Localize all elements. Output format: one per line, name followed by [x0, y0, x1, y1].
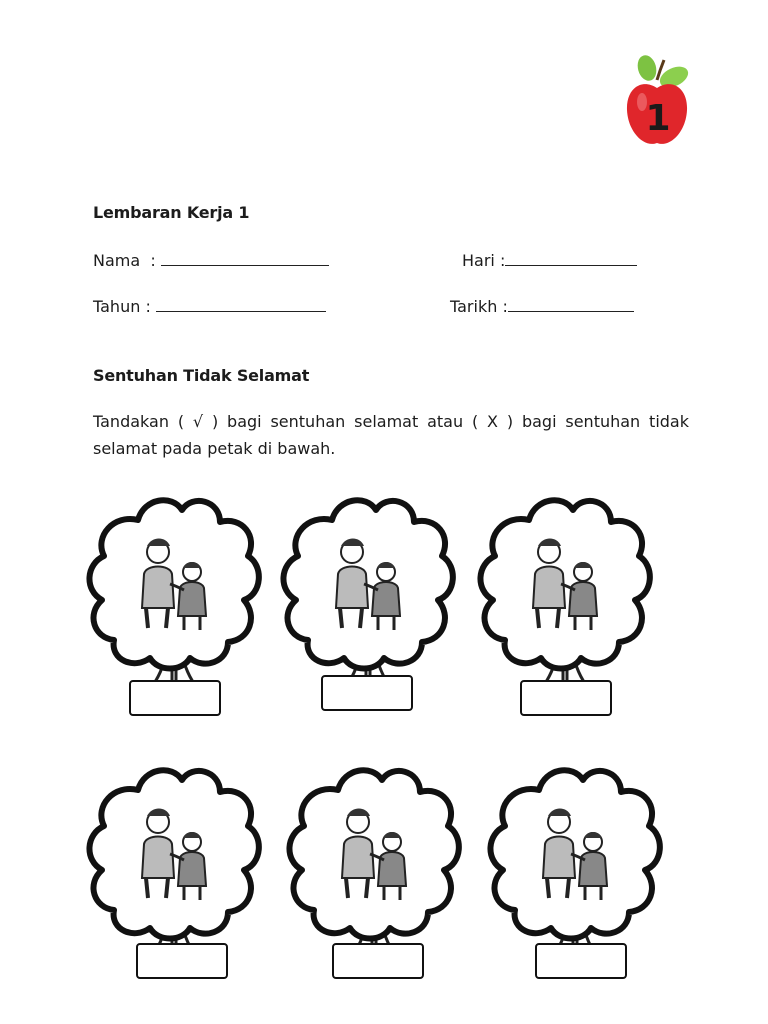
- name-field[interactable]: [93, 251, 329, 270]
- elder-hugging-child-illustration: [525, 802, 625, 902]
- man-touching-girl-illustration: [124, 802, 224, 902]
- worksheet-title: Lembaran Kerja 1: [93, 203, 250, 222]
- card-2: [278, 490, 458, 720]
- year-field[interactable]: [93, 297, 326, 316]
- day-blank-line[interactable]: [505, 251, 637, 266]
- year-label: Tahun :: [93, 297, 156, 316]
- answer-box-3[interactable]: [520, 680, 612, 716]
- name-blank-line[interactable]: [161, 251, 329, 266]
- apple-number: 1: [645, 98, 671, 139]
- card-5: [284, 760, 464, 990]
- answer-box-6[interactable]: [535, 943, 627, 979]
- card-4: [84, 760, 264, 990]
- mother-hugging-child-illustration: [318, 532, 418, 632]
- day-label: Hari :: [462, 251, 506, 270]
- answer-box-2[interactable]: [321, 675, 413, 711]
- name-label: Nama :: [93, 251, 161, 270]
- year-blank-line[interactable]: [156, 297, 326, 312]
- apple-number-icon: [620, 50, 695, 150]
- answer-box-4[interactable]: [136, 943, 228, 979]
- date-field[interactable]: [450, 297, 634, 316]
- man-grabbing-boy-illustration: [515, 532, 615, 632]
- card-3: [475, 490, 655, 720]
- card-6: [485, 760, 665, 990]
- answer-box-5[interactable]: [332, 943, 424, 979]
- day-field[interactable]: [462, 251, 637, 270]
- teacher-helping-boy-illustration: [124, 532, 224, 632]
- section-title: Sentuhan Tidak Selamat: [93, 366, 310, 385]
- mother-hugging-son-illustration: [324, 802, 424, 902]
- date-label: Tarikh :: [450, 297, 508, 316]
- card-1: [84, 490, 264, 720]
- date-blank-line[interactable]: [508, 297, 634, 312]
- instruction-text: Tandakan ( √ ) bagi sentuhan selamat atau ( X ) bagi sentuhan tidak selamat pada petak di bawah.: [93, 412, 689, 458]
- answer-box-1[interactable]: [129, 680, 221, 716]
